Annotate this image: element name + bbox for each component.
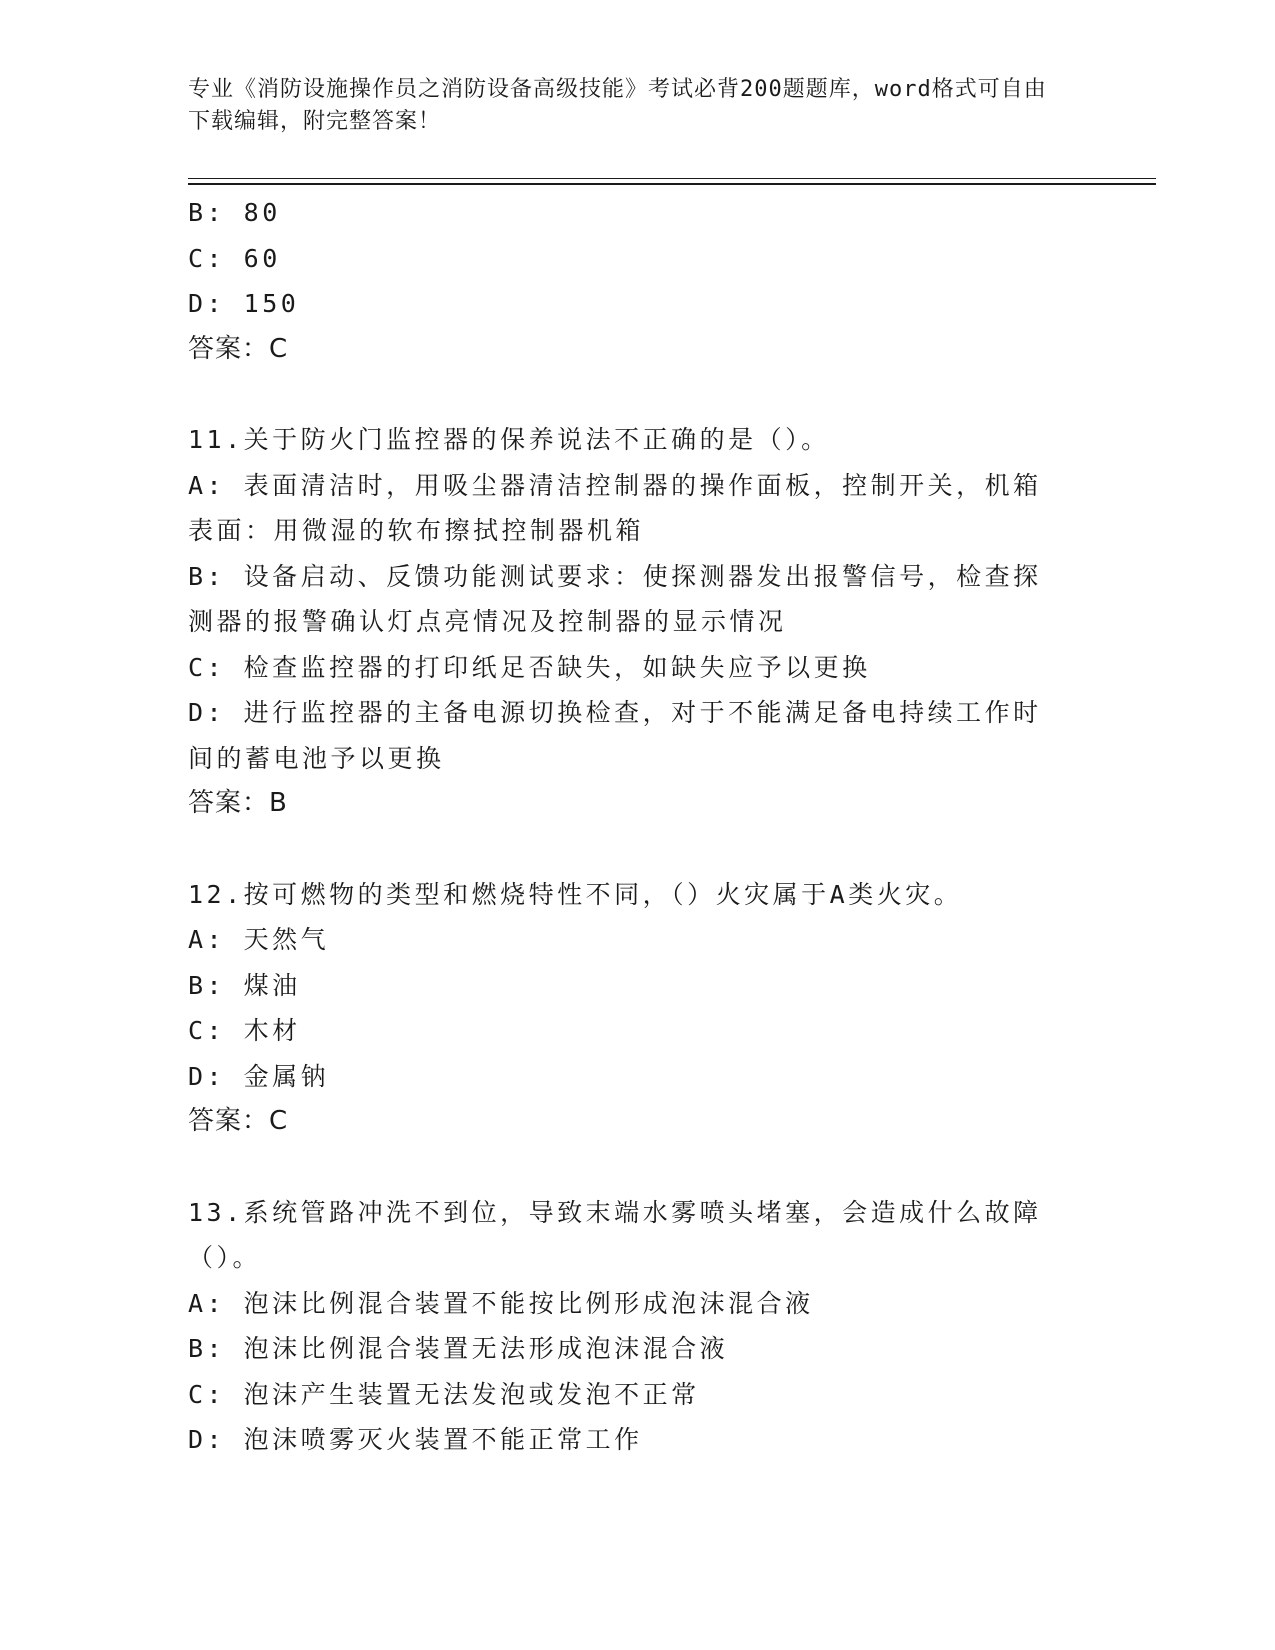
option-c: C: 木材	[188, 1016, 301, 1045]
option-a: A: 泡沫比例混合装置不能按比例形成泡沫混合液	[188, 1288, 814, 1318]
option-b: B: 80	[188, 198, 281, 227]
header-divider-bottom	[188, 183, 1156, 185]
question-stem: 12.按可燃物的类型和燃烧特性不同，（）火灾属于A类火灾。	[188, 879, 963, 909]
option-d: D: 泡沫喷雾灭火装置不能正常工作	[188, 1425, 643, 1454]
answer-line: 答案：B	[188, 788, 288, 818]
page-header	[188, 74, 1068, 138]
option-c: C: 60	[188, 243, 281, 273]
option-d: D: 金属钠	[188, 1061, 330, 1091]
answer-line: 答案：C	[188, 333, 289, 364]
question-stem: 13.系统管路冲洗不到位，导致末端水雾喷头堵塞，会造成什么故障（）。	[188, 1197, 1042, 1272]
option-a: A: 表面清洁时，用吸尘器清洁控制器的操作面板，控制开关，机箱表面：用微湿的软布擦拭控制器机箱	[188, 470, 1042, 545]
option-c: C: 泡沫产生装置无法发泡或发泡不正常	[188, 1379, 700, 1409]
option-a: A: 天然气	[188, 925, 330, 954]
document-title: 专业《消防设施操作员之消防设备高级技能》考试必背200题题库，word格式可自由下载编辑，附完整答案！	[188, 77, 1047, 134]
option-c: C: 检查监控器的打印纸足否缺失，如缺失应予以更换	[188, 652, 871, 682]
question-12	[188, 872, 1068, 1145]
option-d: D: 进行监控器的主备电源切换检查，对于不能满足备电持续工作时间的蓄电池予以更换	[188, 698, 1042, 773]
answer-line: 答案：C	[188, 1106, 289, 1136]
option-b: B: 设备启动、反馈功能测试要求：使探测器发出报警信号，检查探测器的报警确认灯点亮情况及控制器的显示情况	[188, 561, 1042, 636]
option-b: B: 煤油	[188, 970, 301, 1000]
continued-question	[188, 190, 1068, 372]
option-d: D: 150	[188, 289, 300, 318]
option-b: B: 泡沫比例混合装置无法形成泡沫混合液	[188, 1334, 729, 1363]
question-content	[188, 190, 1068, 1463]
question-stem: 11.关于防火门监控器的保养说法不正确的是（）。	[188, 425, 830, 454]
question-13	[188, 1190, 1068, 1463]
question-11	[188, 417, 1068, 827]
header-divider-top	[188, 178, 1156, 179]
